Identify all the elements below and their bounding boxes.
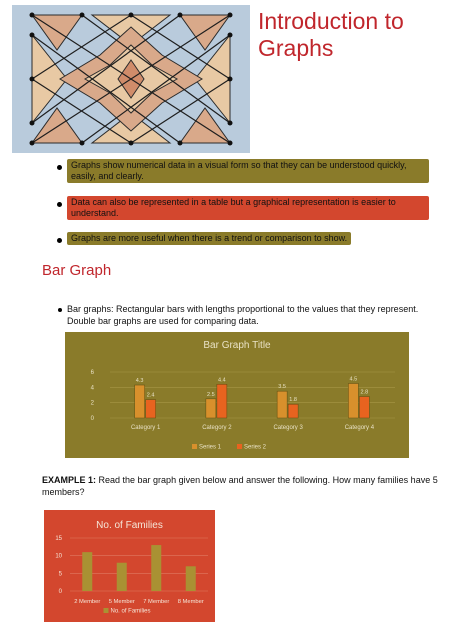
bar-series-1 xyxy=(206,399,216,418)
bullet-text: Graphs show numerical data in a visual form so that they can be understood quickly, easily, and clearly. xyxy=(67,159,429,183)
x-tick-label: 8 Member xyxy=(177,599,204,605)
bar-families xyxy=(151,545,161,591)
x-tick-label: 5 Member xyxy=(108,599,135,605)
title-line-1: Introduction to xyxy=(258,8,404,34)
bullet-dot-icon xyxy=(57,238,62,243)
y-tick-label: 6 xyxy=(90,370,94,376)
bullet-item xyxy=(54,232,429,245)
x-tick-label: Category 4 xyxy=(344,425,375,431)
example-label: EXAMPLE 1: xyxy=(42,475,97,485)
section-heading: Bar Graph xyxy=(42,262,112,279)
bar-data-label: 4.3 xyxy=(135,378,144,385)
bar-data-label: 4.4 xyxy=(218,377,226,384)
bullet-item xyxy=(54,159,429,183)
bar-data-label: 4.5 xyxy=(349,376,358,383)
bar-data-label: 3.5 xyxy=(278,384,286,391)
bullet-dot-icon xyxy=(57,165,62,170)
bullet-dot-icon xyxy=(58,308,62,312)
bar-series-1 xyxy=(348,384,358,419)
geometric-pattern-graphic xyxy=(12,5,250,153)
legend-swatch xyxy=(237,444,242,449)
bar-families xyxy=(82,552,92,591)
section-paragraph xyxy=(67,303,427,327)
families-bar-chart-svg xyxy=(44,510,215,622)
bar-series-1 xyxy=(135,385,145,418)
bar-data-label: 2.8 xyxy=(360,389,369,396)
bar-data-label: 2.5 xyxy=(207,391,215,398)
double-bar-chart-svg xyxy=(65,332,409,458)
x-tick-label: Category 1 xyxy=(130,425,161,431)
y-tick-label: 4 xyxy=(90,385,94,392)
x-tick-label: Category 3 xyxy=(273,425,303,431)
legend-swatch xyxy=(104,608,109,613)
bar-series-2 xyxy=(146,400,156,418)
chart-title: Bar Graph Title xyxy=(203,340,271,351)
paragraph-text: Bar graphs: Rectangular bars with lengths proportional to the values that they represent. Double bar graphs are used for comparing data. xyxy=(67,304,419,326)
bar-data-label: 1.8 xyxy=(289,397,297,404)
double-bar-chart xyxy=(65,332,409,458)
bar-series-2 xyxy=(217,384,227,418)
bar-series-1 xyxy=(277,391,287,418)
y-tick-label: 10 xyxy=(55,553,62,560)
bullet-item xyxy=(54,196,429,220)
example-question: Read the bar graph given below and answer the following. How many families have 5 members? xyxy=(42,475,438,497)
families-bar-chart xyxy=(44,510,215,622)
bullet-text: Data can also be represented in a table but a graphical representation is easier to understand. xyxy=(67,196,429,220)
bar-series-2 xyxy=(359,397,369,418)
x-tick-label: 7 Member xyxy=(143,599,170,605)
legend-label: Series 2 xyxy=(244,444,267,451)
bar-series-2 xyxy=(288,404,298,418)
y-tick-label: 2 xyxy=(90,400,94,407)
chart-title: No. of Families xyxy=(96,520,163,531)
legend-label: No. of Families xyxy=(110,608,151,615)
y-tick-label: 5 xyxy=(58,571,62,578)
page-title xyxy=(258,8,468,62)
x-tick-label: Category 2 xyxy=(202,425,232,431)
y-tick-label: 0 xyxy=(58,589,62,595)
x-tick-label: 2 Member xyxy=(74,599,101,605)
legend-label: Series 1 xyxy=(199,444,222,451)
title-line-2: Graphs xyxy=(258,35,334,61)
hero-pattern-image xyxy=(12,5,250,153)
y-tick-label: 15 xyxy=(55,536,62,542)
y-tick-label: 0 xyxy=(90,416,94,422)
bullet-dot-icon xyxy=(57,202,62,207)
bar-data-label: 2.4 xyxy=(146,392,155,399)
bar-families xyxy=(186,566,196,591)
legend-swatch xyxy=(192,444,197,449)
example-text xyxy=(42,474,442,498)
bar-families xyxy=(117,563,127,591)
bullet-text: Graphs are more useful when there is a trend or comparison to show. xyxy=(67,232,351,245)
